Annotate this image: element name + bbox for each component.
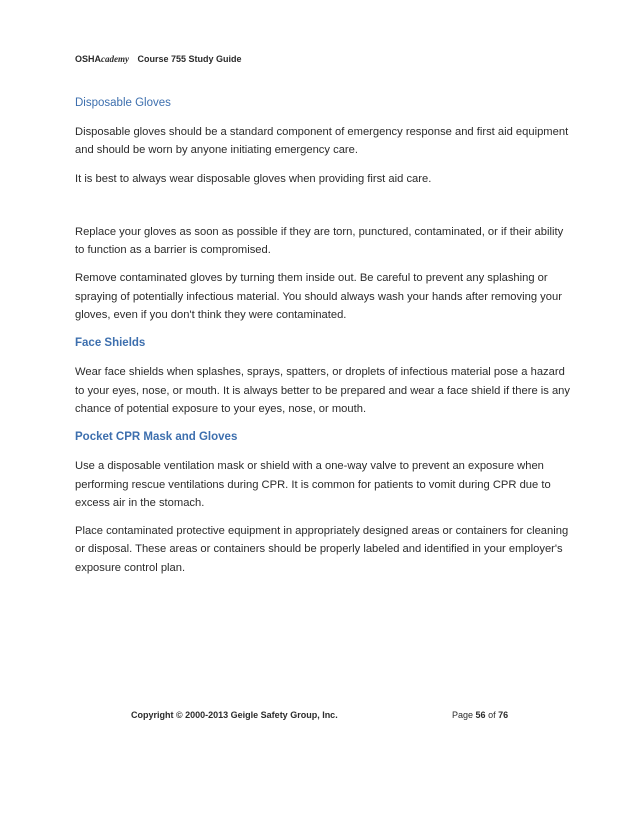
copyright-notice: Copyright © 2000-2013 Geigle Safety Group, Inc.	[131, 710, 338, 720]
page-total: 76	[498, 710, 509, 720]
paragraph: Replace your gloves as soon as possible if they are torn, punctured, contaminated, or if their ability to function as a barrier is compromised.	[75, 225, 564, 257]
document-body	[75, 94, 570, 587]
page-label: Page	[452, 710, 474, 720]
paragraph: Remove contaminated gloves by turning them inside out. Be careful to prevent any splashing or spraying of potentially infectious material. You should always wash your hands after removing your gloves, even if you don't think they were contaminated.	[75, 272, 562, 322]
heading-pocket-cpr: Pocket CPR Mask and Gloves	[75, 431, 238, 444]
paragraph: Place contaminated protective equipment in appropriately designed areas or containers for cleaning or disposal. These areas or containers should be properly labeled and identified in your employer's exposure control plan.	[75, 525, 569, 574]
paragraph: Use a disposable ventilation mask or shield with a one-way valve to prevent an exposure when performing rescue ventilations during CPR. It is common for patients to vomit during CPR due to excess air in the stomach.	[75, 460, 551, 509]
paragraph: Disposable gloves should be a standard component of emergency response and first aid equipment and should be worn by anyone initiating emergency care.	[75, 126, 569, 157]
paragraph: It is best to always wear disposable gloves when providing first aid care.	[75, 172, 432, 185]
heading-face-shields: Face Shields	[75, 337, 146, 350]
heading-disposable-gloves: Disposable Gloves	[75, 97, 171, 109]
page-current: 56	[475, 710, 486, 720]
brand-prefix: OSHA	[75, 54, 102, 64]
page-number	[452, 710, 508, 720]
blank-space	[75, 198, 570, 223]
page-of: of	[488, 710, 496, 720]
course-title: Course 755 Study Guide	[137, 54, 242, 64]
page-header	[75, 54, 242, 64]
paragraph: Wear face shields when splashes, sprays, spatters, or droplets of infectious material pose a hazard to your eyes, nose, or mouth. It is always better to be prepared and wear a face shield if there is any chance of potential exposure to your eyes, nose, or mouth.	[75, 366, 571, 415]
brand-suffix: cademy	[101, 54, 129, 64]
